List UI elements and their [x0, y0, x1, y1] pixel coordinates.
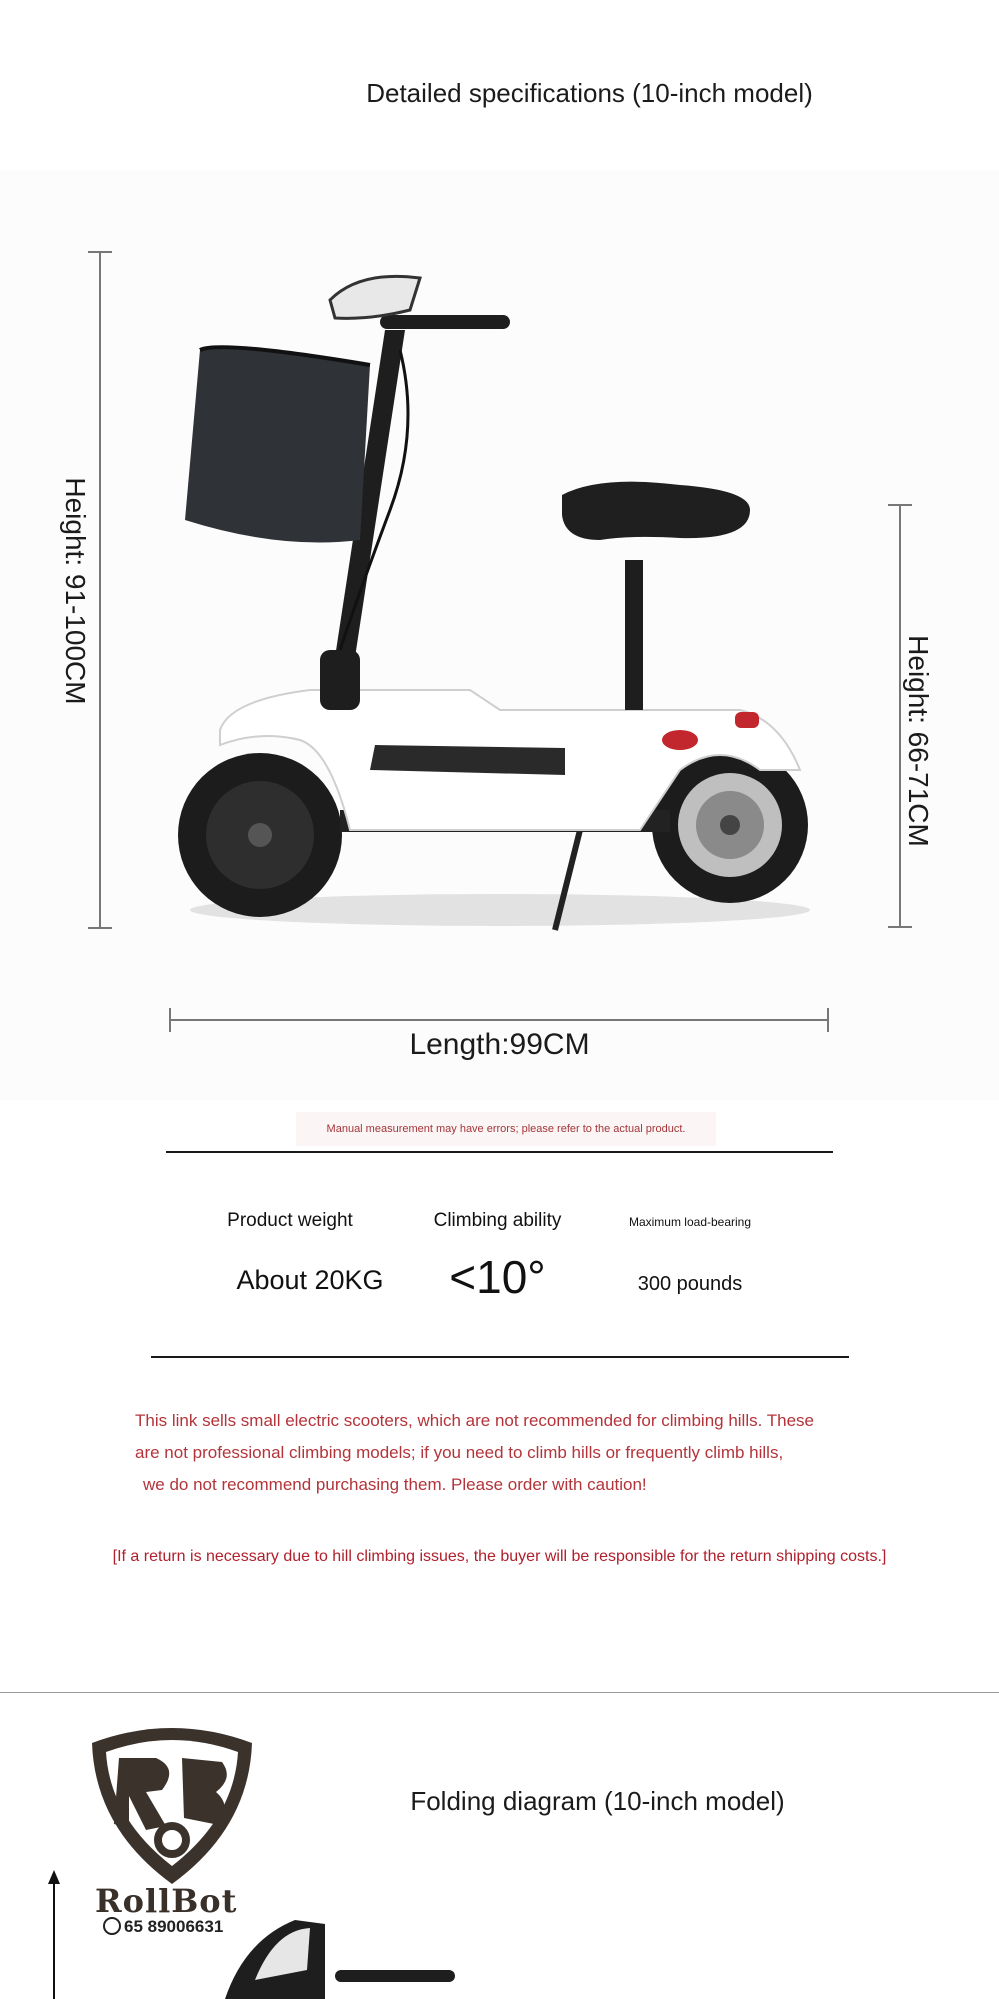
section-divider [0, 1692, 999, 1693]
folding-scooter-image [215, 1910, 475, 1999]
height-label-left: Height: 91-100CM [60, 477, 91, 705]
height-label-right: Height: 66-71CM [903, 635, 934, 847]
divider-rule [166, 1151, 833, 1153]
whatsapp-icon [103, 1917, 121, 1935]
measurement-note: Manual measurement may have errors; please refer to the actual product. [296, 1112, 716, 1146]
spec-climb-label: Climbing ability [433, 1210, 562, 1231]
logo-brand: RollBot [95, 1882, 238, 1920]
warning-text [135, 1405, 865, 1501]
spec-title: Detailed specifications (10-inch model) [366, 78, 813, 108]
spec-weight-value: About 20KG [236, 1265, 384, 1295]
spec-load-value: 300 pounds [637, 1273, 743, 1295]
arrow-up-icon [42, 1870, 66, 1999]
spec-weight-label: Product weight [227, 1210, 353, 1231]
return-note: [If a return is necessary due to hill climbing issues, the buyer will be responsible for the return shipping costs.] [112, 1548, 887, 1565]
folding-title: Folding diagram (10-inch model) [410, 1786, 785, 1816]
spec-climb-value: <10° [449, 1251, 546, 1303]
warning-line: are not professional climbing models; if you need to climb hills or frequently climb hills, [135, 1443, 784, 1462]
spec-load-label: Maximum load-bearing [628, 1215, 752, 1229]
logo-phone-number: 65 89006631 [124, 1917, 224, 1936]
length-label: Length:99CM [409, 1028, 590, 1061]
warning-line: This link sells small electric scooters, which are not recommended for climbing hills. These [135, 1411, 814, 1430]
divider-rule [151, 1356, 849, 1358]
warning-line: we do not recommend purchasing them. Please order with caution! [143, 1475, 647, 1494]
logo-phone [103, 1917, 223, 1937]
scooter-image [160, 270, 840, 950]
